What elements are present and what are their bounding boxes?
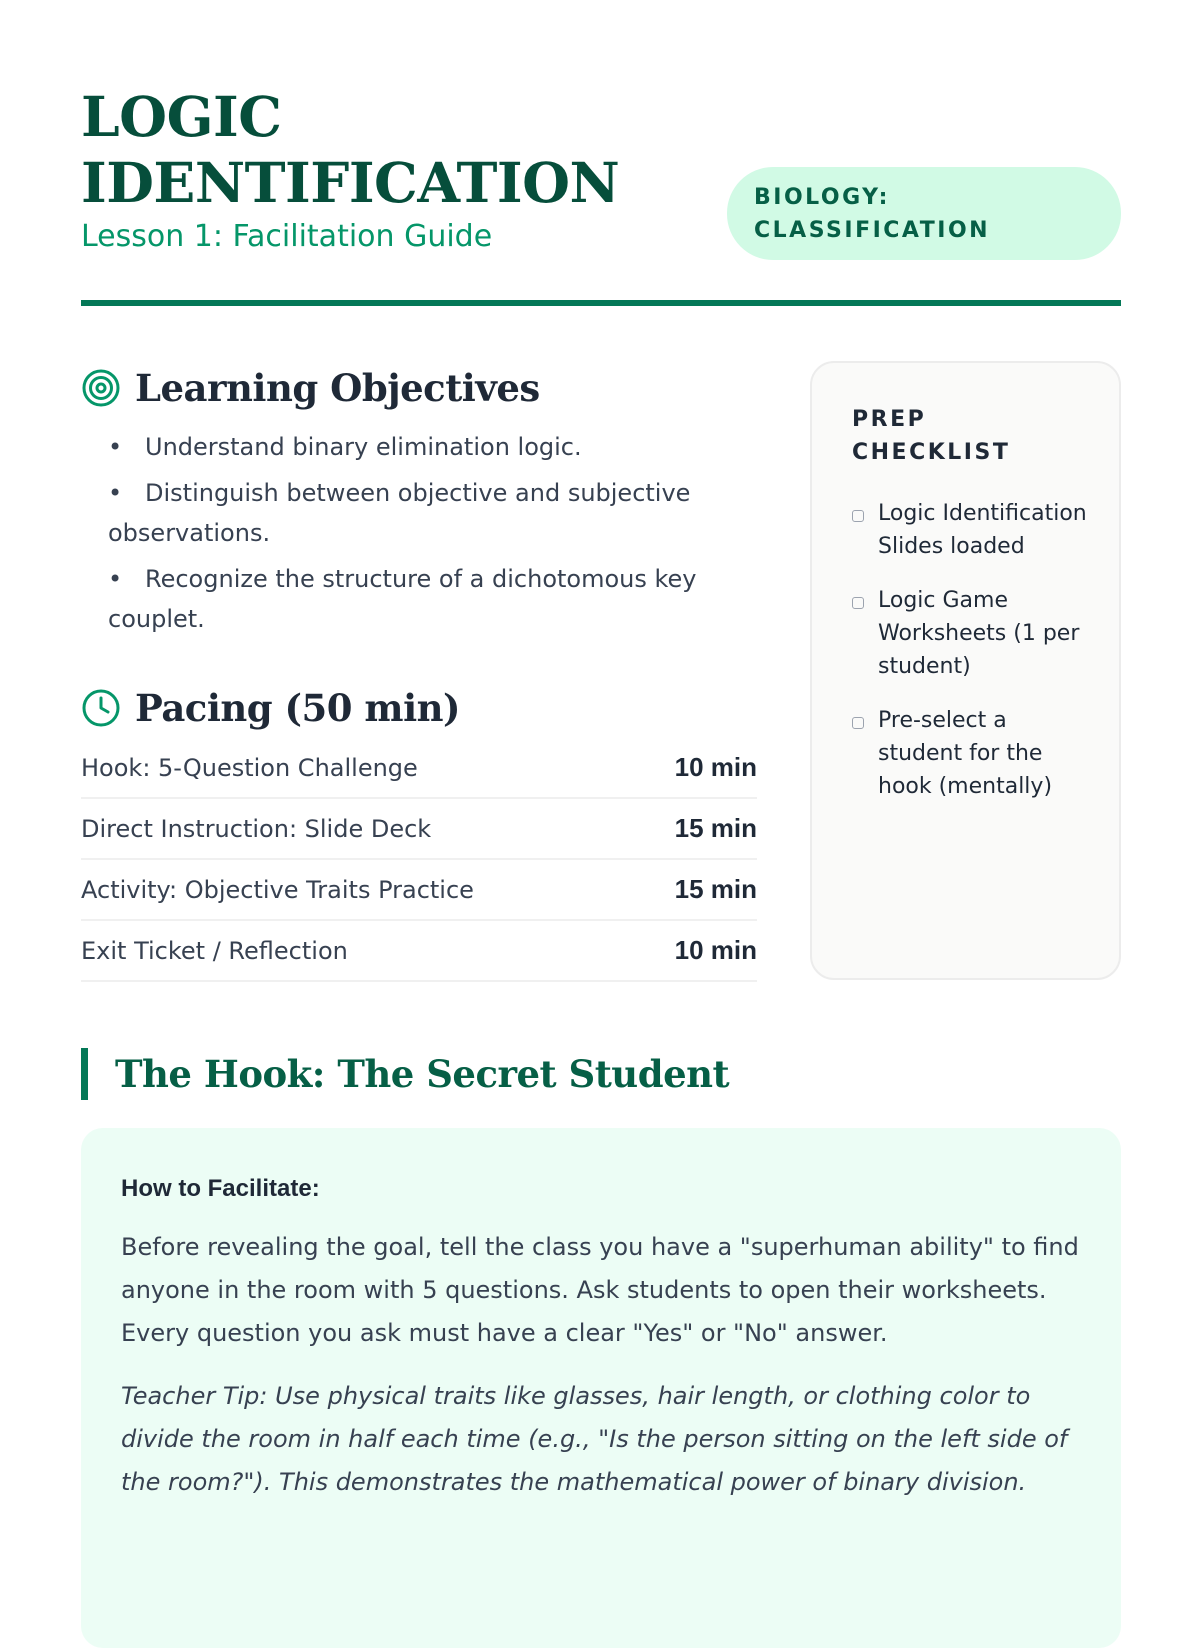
checkbox[interactable] (852, 597, 864, 609)
checklist-label: Logic Game Worksheets (1 per student) (878, 588, 1080, 679)
header-divider (81, 300, 1121, 306)
prep-checklist-card (810, 361, 1121, 980)
page-title (81, 84, 701, 216)
pacing-time: 10 min (674, 935, 757, 965)
checklist-label: Pre-select a student for the hook (mentally) (878, 708, 1053, 799)
hook-callout (81, 1128, 1121, 1648)
table-row (81, 921, 757, 982)
list-item: • Recognize the structure of a dichotomous key couplet. (108, 565, 697, 633)
teacher-tip: Teacher Tip: Use physical traits like glasses, hair length, or clothing color to divide the room in half each time (e.g., "Is the person sitting on the left side of the room?"). This demonstrates the mathematical power of binary division. (121, 1382, 1068, 1496)
checklist-label: Logic Identification Slides loaded (878, 501, 1087, 559)
table-row (81, 860, 757, 921)
pacing-activity: Direct Instruction: Slide Deck (81, 814, 432, 843)
pacing-heading (81, 686, 460, 730)
objectives-list (108, 427, 758, 645)
pacing-title: Pacing (50 min) (135, 686, 461, 730)
hook-heading: The Hook: The Secret Student (81, 1048, 729, 1100)
pacing-time: 15 min (674, 813, 757, 843)
pacing-activity: Hook: 5-Question Challenge (81, 753, 418, 782)
target-icon (81, 368, 121, 408)
checkbox[interactable] (852, 510, 864, 522)
clock-icon (81, 688, 121, 728)
hook-label: How to Facilitate: (121, 1175, 320, 1202)
checklist-item[interactable] (852, 584, 1093, 683)
objectives-title: Learning Objectives (135, 366, 540, 410)
subject-badge: BIOLOGY: CLASSIFICATION (727, 167, 1121, 260)
checklist-item[interactable] (852, 704, 1093, 803)
pacing-table (81, 738, 757, 982)
pacing-time: 15 min (674, 874, 757, 904)
list-item: • Understand binary elimination logic. (108, 433, 582, 461)
table-row (81, 738, 757, 799)
page-subtitle: Lesson 1: Facilitation Guide (81, 219, 493, 254)
title-line-2: IDENTIFICATION (81, 150, 620, 215)
hook-body: Before revealing the goal, tell the class you have a "superhuman ability" to find anyone in the room with 5 questions. Ask students to open their worksheets. Every question you ask must have a clear "Yes" or "No" answer. (121, 1233, 1079, 1347)
lesson-page (81, 0, 1121, 1600)
checkbox[interactable] (852, 717, 864, 729)
prep-checklist-title: PREP CHECKLIST (852, 407, 1011, 465)
pacing-activity: Exit Ticket / Reflection (81, 936, 348, 965)
pacing-time: 10 min (674, 752, 757, 782)
list-item: • Distinguish between objective and subjective observations. (108, 479, 691, 547)
title-line-1: LOGIC (81, 84, 282, 149)
table-row (81, 799, 757, 860)
checklist-item[interactable] (852, 497, 1093, 563)
objectives-heading (81, 366, 540, 410)
pacing-activity: Activity: Objective Traits Practice (81, 875, 474, 904)
